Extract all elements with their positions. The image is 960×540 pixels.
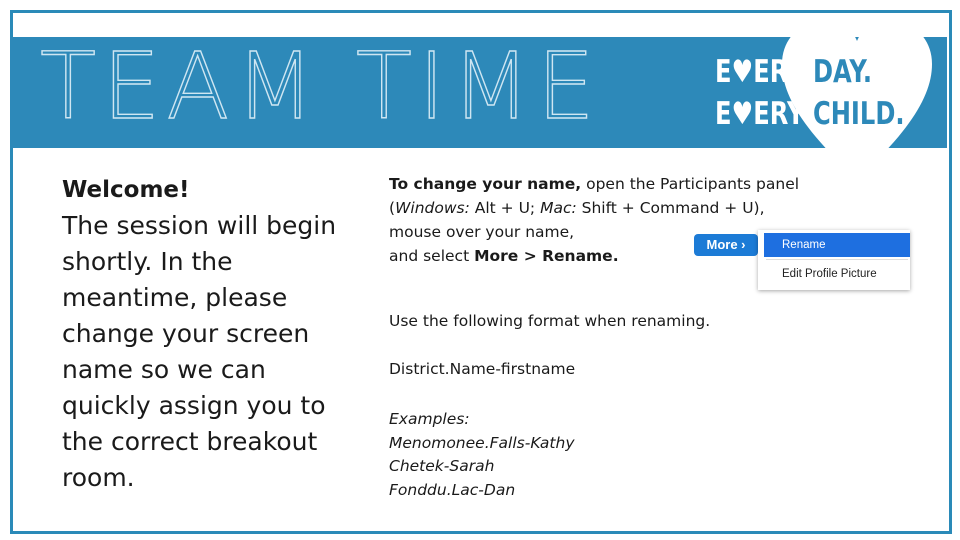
select-more-rename: More > Rename. (474, 247, 619, 265)
windows-label: Windows: (395, 199, 470, 217)
slogan-every-2: E♥ERY (715, 96, 805, 132)
examples-label: Examples: (389, 410, 470, 428)
slogan-day: DAY. (812, 54, 873, 90)
header-banner (10, 37, 947, 148)
instruction-line-3: mouse over your name, (389, 223, 575, 241)
example-item: Chetek-Sarah (389, 457, 495, 475)
welcome-block (62, 172, 352, 496)
menu-item-edit-profile-picture[interactable]: Edit Profile Picture (782, 268, 877, 280)
more-dropdown-menu (758, 230, 910, 290)
instruction-lead: To change your name, (389, 175, 582, 193)
mac-keys: Shift + Command + U), (576, 199, 765, 217)
mac-label: Mac: (540, 199, 577, 217)
example-item: Menomonee.Falls-Kathy (389, 433, 575, 452)
windows-keys: Alt + U; (469, 199, 541, 217)
welcome-body: The session will begin shortly. In the meantime, please change your screen name so we can quickly assign you to the correct breakout room. (62, 211, 337, 492)
format-intro: Use the following format when renaming. (389, 312, 711, 330)
instruction-line-1 (389, 172, 819, 196)
paren-open: ( (389, 199, 396, 217)
header-title: TEAM TIME (40, 37, 601, 140)
welcome-title: Welcome! (62, 177, 190, 203)
example-item: Fonddu.Lac-Dan (389, 480, 516, 499)
slogan-every-1: E♥ERY (715, 54, 805, 90)
format-pattern: District.Name-firstname (389, 360, 576, 378)
instruction-line-2 (389, 196, 819, 220)
slogan (715, 51, 905, 135)
slogan-child: CHILD. (812, 96, 905, 132)
select-prefix: and select (389, 247, 475, 265)
menu-divider (766, 259, 908, 260)
instruction-lead-rest: open the Participants panel (581, 175, 800, 193)
examples-list (389, 408, 575, 502)
more-button[interactable]: More › (694, 234, 758, 256)
menu-item-rename[interactable]: Rename (764, 233, 910, 257)
